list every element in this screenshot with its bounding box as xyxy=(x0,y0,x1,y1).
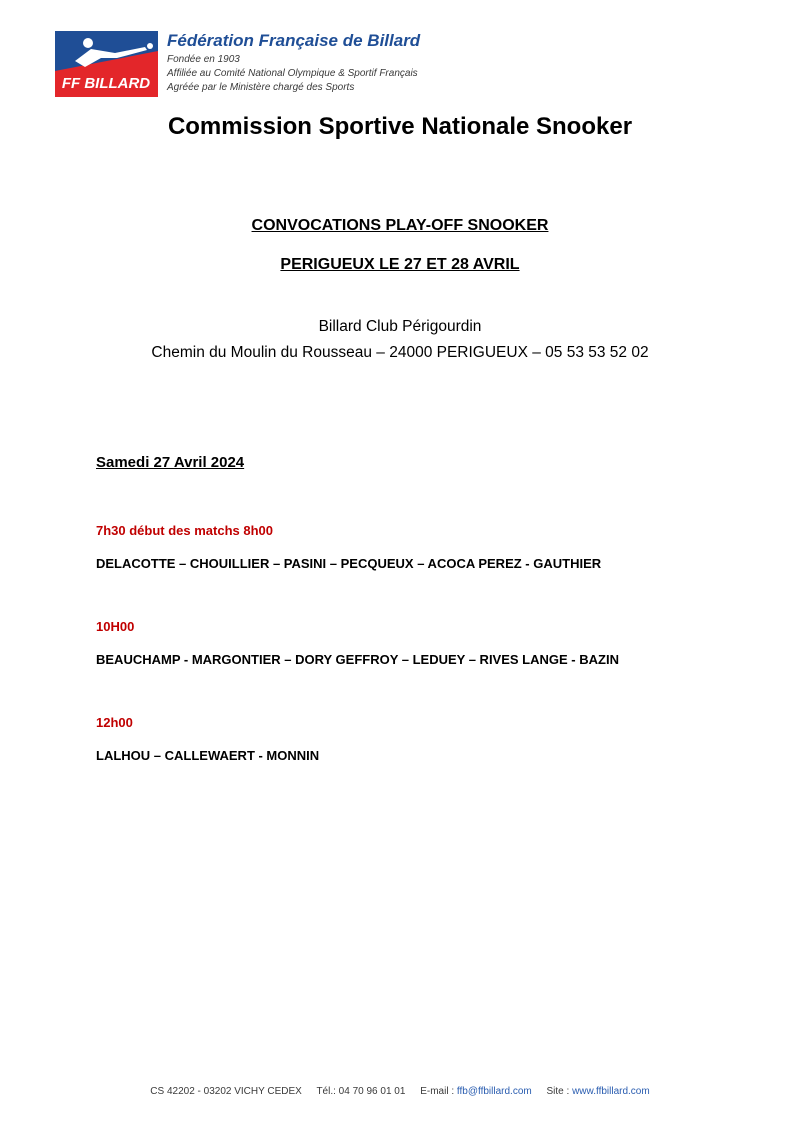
slot-time: 7h30 début des matchs 8h00 xyxy=(96,523,274,538)
convocation-heading: CONVOCATIONS PLAY-OFF SNOOKER xyxy=(251,217,549,234)
footer-site-label: Site : xyxy=(546,1086,570,1097)
slot-players: BEAUCHAMP - MARGONTIER – DORY GEFFROY – LEDUEY – RIVES LANGE - BAZIN xyxy=(96,652,619,667)
event-location-heading: PERIGUEUX LE 27 ET 28 AVRIL xyxy=(280,256,520,273)
venue-name: Billard Club Périgourdin xyxy=(318,318,482,335)
slot-players: LALHOU – CALLEWAERT - MONNIN xyxy=(96,748,320,763)
slot-time: 10H00 xyxy=(96,619,135,634)
footer-phone: Tél.: 04 70 96 01 01 xyxy=(316,1086,406,1097)
ffb-logo xyxy=(55,31,158,97)
org-founded-line: Fondée en 1903 xyxy=(167,54,240,65)
org-affiliation-line: Affiliée au Comité National Olympique & Sportif Français xyxy=(167,68,418,79)
organization-name: Fédération Française de Billard xyxy=(167,31,421,50)
slot-players: DELACOTTE – CHOUILLIER – PASINI – PECQUEUX – ACOCA PEREZ - GAUTHIER xyxy=(96,556,602,571)
page-title: Commission Sportive Nationale Snooker xyxy=(167,113,633,140)
venue-address: Chemin du Moulin du Rousseau – 24000 PERIGUEUX – 05 53 53 52 02 xyxy=(151,344,649,361)
logo-text: FF BILLARD xyxy=(61,75,151,92)
footer-email-link[interactable]: ffb@ffbillard.com xyxy=(456,1086,532,1097)
day-heading: Samedi 27 Avril 2024 xyxy=(96,454,245,471)
footer-site-link[interactable]: www.ffbillard.com xyxy=(572,1086,650,1097)
slot-time: 12h00 xyxy=(96,715,133,730)
footer-address: CS 42202 - 03202 VICHY CEDEX xyxy=(150,1086,302,1097)
footer-email-label: E-mail : xyxy=(420,1086,455,1097)
ffb-logo-graphic xyxy=(55,31,158,97)
footer xyxy=(0,1086,800,1097)
org-approval-line: Agréée par le Ministère chargé des Sports xyxy=(167,82,355,93)
